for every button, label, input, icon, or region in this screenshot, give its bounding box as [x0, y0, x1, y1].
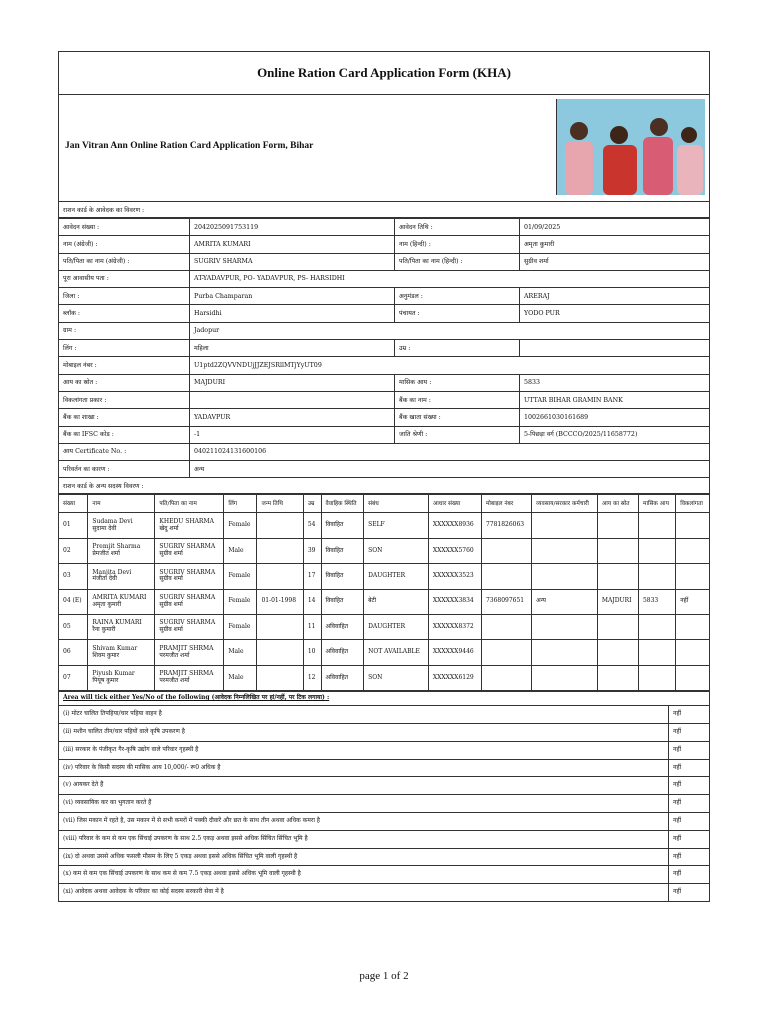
- answer-value: नहीं: [669, 848, 710, 866]
- field-value: महिला: [190, 340, 395, 357]
- member-cell: SON: [364, 665, 429, 690]
- family-photo: [556, 99, 705, 195]
- field-value: YODO PUR: [520, 305, 710, 322]
- field-value: 040211024131600106: [190, 443, 710, 460]
- member-cell: 04 (E): [59, 589, 88, 614]
- field-label: मासिक आय :: [395, 374, 520, 391]
- member-cell: बेटी: [364, 589, 429, 614]
- member-cell: 7368097651: [481, 589, 531, 614]
- member-cell: SUGRIV SHARMA सुग्रीव शर्मा: [155, 564, 224, 589]
- form-title: Online Ration Card Application Form (KHA): [257, 65, 511, 80]
- member-cell: अविवाहित: [321, 665, 364, 690]
- member-cell: [597, 665, 638, 690]
- question-text: (i) मोटर चालित तिपहिया/चार पहिया वाहन है: [59, 706, 669, 724]
- question-text: (x) कम से कम एक सिंचाई उपकरण के साथ कम से कम 7.5 एकड़ अथवा इससे अधिक भूमि वाली गृहस्थी है: [59, 866, 669, 884]
- member-cell: SUGRIV SHARMA सुग्रीव शर्मा: [155, 615, 224, 640]
- member-cell: [532, 640, 598, 665]
- member-cell: Shivam Kumar शिवम कुमार: [88, 640, 155, 665]
- applicant-section-title: राशन कार्ड के आवेदक का विवरण :: [58, 202, 710, 218]
- field-label: आवेदन संख्या :: [59, 219, 190, 236]
- member-cell: RAINA KUMARI रैना कुमारी: [88, 615, 155, 640]
- member-cell: 5833: [638, 589, 675, 614]
- field-label: अनुमंडल :: [395, 288, 520, 305]
- member-cell: Female: [224, 589, 257, 614]
- applicant-row: [59, 443, 710, 460]
- field-value: 1002661030161689: [520, 409, 710, 426]
- member-cell: [481, 564, 531, 589]
- member-cell: PRAMJIT SHRMA परमजीत शर्मा: [155, 665, 224, 690]
- member-cell: SUGRIV SHARMA सुग्रीव शर्मा: [155, 538, 224, 563]
- field-label: जिला :: [59, 288, 190, 305]
- field-value: [190, 391, 395, 408]
- member-cell: SON: [364, 538, 429, 563]
- form-subtitle: Jan Vitran Ann Online Ration Card Application Form, Bihar: [65, 141, 314, 151]
- field-value: Jadopur: [190, 322, 710, 339]
- field-label: ग्राम :: [59, 322, 190, 339]
- member-cell: 14: [303, 589, 321, 614]
- question-text: (vi) व्यवसायिक कर का भुगतान करते हैं: [59, 795, 669, 813]
- members-section-title: राशन कार्ड के अन्य सदस्य विवरण :: [58, 478, 710, 494]
- applicant-row: [59, 219, 710, 236]
- member-cell: MAJDURI: [597, 589, 638, 614]
- field-label: ब्लॉक :: [59, 305, 190, 322]
- answer-value: नहीं: [669, 884, 710, 902]
- member-cell: [532, 564, 598, 589]
- field-label: पूरा आवासीय पता :: [59, 270, 190, 287]
- member-cell: [638, 665, 675, 690]
- field-label: बैंक का शाखा :: [59, 409, 190, 426]
- member-row: [59, 538, 710, 563]
- applicant-row: [59, 391, 710, 408]
- eligibility-row: [59, 723, 710, 741]
- field-label: आय का स्रोत :: [59, 374, 190, 391]
- member-cell: 03: [59, 564, 88, 589]
- field-label: परिवर्तन का कारण :: [59, 461, 190, 478]
- applicant-row: [59, 236, 710, 253]
- member-cell: [597, 615, 638, 640]
- member-cell: 17: [303, 564, 321, 589]
- member-row: [59, 513, 710, 538]
- member-cell: [638, 564, 675, 589]
- answer-value: नहीं: [669, 759, 710, 777]
- field-label: विकलांगता प्रकार :: [59, 391, 190, 408]
- member-cell: AMRITA KUMARI अमृता कुमारी: [88, 589, 155, 614]
- field-label: नाम (हिन्दी) :: [395, 236, 520, 253]
- member-cell: [532, 615, 598, 640]
- field-value: [520, 340, 710, 357]
- member-cell: Male: [224, 665, 257, 690]
- field-label: मोबाइल नंबर :: [59, 357, 190, 374]
- member-cell: XXXXXX5760: [428, 538, 481, 563]
- eligibility-row: [59, 759, 710, 777]
- field-value: सुग्रीव शर्मा: [520, 253, 710, 270]
- eligibility-table: [58, 691, 710, 902]
- member-cell: Female: [224, 615, 257, 640]
- member-cell: Male: [224, 538, 257, 563]
- field-label: बैंक का नाम :: [395, 391, 520, 408]
- field-value: SUGRIV SHARMA: [190, 253, 395, 270]
- member-cell: [638, 640, 675, 665]
- applicant-row: [59, 253, 710, 270]
- member-cell: DAUGHTER: [364, 564, 429, 589]
- member-cell: [481, 615, 531, 640]
- member-cell: [597, 564, 638, 589]
- member-cell: अविवाहित: [321, 615, 364, 640]
- applicant-row: [59, 357, 710, 374]
- member-cell: विवाहित: [321, 564, 364, 589]
- answer-value: नहीं: [669, 723, 710, 741]
- page-number: page 1 of 2: [359, 970, 409, 982]
- eligibility-row: [59, 866, 710, 884]
- member-cell: [532, 538, 598, 563]
- eligibility-row: [59, 741, 710, 759]
- member-cell: [481, 538, 531, 563]
- question-text: (ii) मशीन चालित तीन/चार पहियों वाले कृषि उपकरण है: [59, 723, 669, 741]
- member-row: [59, 665, 710, 690]
- member-cell: [676, 665, 710, 690]
- member-cell: Piyush Kumar पियूष कुमार: [88, 665, 155, 690]
- member-cell: [257, 513, 303, 538]
- applicant-row: [59, 305, 710, 322]
- applicant-row: [59, 340, 710, 357]
- column-header: मोबाइल नंबर: [481, 495, 531, 513]
- member-cell: 05: [59, 615, 88, 640]
- member-cell: [676, 538, 710, 563]
- field-value: ARERAJ: [520, 288, 710, 305]
- eligibility-row: [59, 830, 710, 848]
- column-header: लिंग: [224, 495, 257, 513]
- column-header: नाम: [88, 495, 155, 513]
- member-cell: विवाहित: [321, 589, 364, 614]
- members-table: [58, 494, 710, 691]
- member-cell: [257, 615, 303, 640]
- applicant-row: [59, 426, 710, 443]
- member-cell: विवाहित: [321, 538, 364, 563]
- column-header: मासिक आय: [638, 495, 675, 513]
- answer-value: नहीं: [669, 741, 710, 759]
- question-text: (viii) परिवार के कम से कम एक सिंचाई उपकरण के साथ 2.5 एकड़ अथवा इससे अधिक सिंचित सिंचित भूमि है: [59, 830, 669, 848]
- column-header: आय का स्रोत: [597, 495, 638, 513]
- member-cell: [532, 665, 598, 690]
- member-cell: [638, 538, 675, 563]
- member-cell: [676, 513, 710, 538]
- field-value: Purba Champaran: [190, 288, 395, 305]
- member-cell: 12: [303, 665, 321, 690]
- member-cell: Manjita Devi मंजीता देवी: [88, 564, 155, 589]
- member-cell: अविवाहित: [321, 640, 364, 665]
- field-value: U1ptd2ZQVVNDUjJJZEJSRllMTjYyUT09: [190, 357, 710, 374]
- field-label: आय Certificate No. :: [59, 443, 190, 460]
- eligibility-row: [59, 812, 710, 830]
- member-cell: [597, 538, 638, 563]
- header-box: [58, 95, 710, 202]
- field-label: बैंक खाता संख्या :: [395, 409, 520, 426]
- question-text: (xi) आवेदक अथवा आवेदक के परिवार का कोई सदस्य सरकारी सेवा में है: [59, 884, 669, 902]
- member-cell: [532, 513, 598, 538]
- member-cell: 01: [59, 513, 88, 538]
- member-row: [59, 640, 710, 665]
- field-value: 2042025091753119: [190, 219, 395, 236]
- eligibility-row: [59, 795, 710, 813]
- question-text: (v) आयकर देते हैं: [59, 777, 669, 795]
- member-cell: [481, 640, 531, 665]
- answer-value: नहीं: [669, 777, 710, 795]
- field-label: आवेदन तिथि :: [395, 219, 520, 236]
- member-cell: XXXXXX3834: [428, 589, 481, 614]
- member-row: [59, 564, 710, 589]
- eligibility-header: Area will tick either Yes/No of the following (आवेदक निम्नलिखित पर हां/नहीं, पर टिक लगाया) :: [59, 692, 710, 706]
- member-cell: XXXXXX8372: [428, 615, 481, 640]
- member-cell: XXXXXX9446: [428, 640, 481, 665]
- eligibility-row: [59, 706, 710, 724]
- applicant-row: [59, 374, 710, 391]
- member-cell: [257, 564, 303, 589]
- member-cell: DAUGHTER: [364, 615, 429, 640]
- member-row: [59, 615, 710, 640]
- member-cell: [676, 640, 710, 665]
- column-header: जन्म तिथि: [257, 495, 303, 513]
- member-cell: विवाहित: [321, 513, 364, 538]
- field-value: YADAVPUR: [190, 409, 395, 426]
- field-value: अमृता कुमारी: [520, 236, 710, 253]
- answer-value: नहीं: [669, 706, 710, 724]
- member-cell: SELF: [364, 513, 429, 538]
- form-page: [58, 51, 710, 902]
- applicant-row: [59, 288, 710, 305]
- column-header: उम्र: [303, 495, 321, 513]
- member-cell: [257, 538, 303, 563]
- member-cell: 01-01-1998: [257, 589, 303, 614]
- member-cell: Male: [224, 640, 257, 665]
- field-label: लिंग :: [59, 340, 190, 357]
- member-cell: Female: [224, 564, 257, 589]
- member-cell: Female: [224, 513, 257, 538]
- member-cell: XXXXXX6129: [428, 665, 481, 690]
- member-cell: 54: [303, 513, 321, 538]
- member-cell: 11: [303, 615, 321, 640]
- column-header: संबंध: [364, 495, 429, 513]
- field-value: AMRITA KUMARI: [190, 236, 395, 253]
- applicant-table: [58, 218, 710, 478]
- member-cell: 7781826063: [481, 513, 531, 538]
- field-value: Harsidhi: [190, 305, 395, 322]
- field-value: 5-पिछड़ा वर्ग (BCCCO/2025/11658772): [520, 426, 710, 443]
- field-value: 5833: [520, 374, 710, 391]
- member-cell: [676, 615, 710, 640]
- member-cell: 39: [303, 538, 321, 563]
- column-header: विकलांगता: [676, 495, 710, 513]
- member-cell: [676, 564, 710, 589]
- eligibility-row: [59, 884, 710, 902]
- column-header: व्यवसाय/सरकार कर्मचारी: [532, 495, 598, 513]
- applicant-row: [59, 409, 710, 426]
- member-cell: [638, 615, 675, 640]
- member-cell: PRAMJIT SHRMA परमजीत शर्मा: [155, 640, 224, 665]
- member-cell: [257, 640, 303, 665]
- member-cell: KHEDU SHARMA खेदु शर्मा: [155, 513, 224, 538]
- applicant-row: [59, 270, 710, 287]
- member-cell: 10: [303, 640, 321, 665]
- applicant-row: [59, 461, 710, 478]
- question-text: (ix) दो अथवा उससे अधिक फसली मौसम के लिए 5 एकड़ अथवा इससे अधिक सिंचित भूमि वाली गृहस्थी है: [59, 848, 669, 866]
- member-cell: अन्य: [532, 589, 598, 614]
- member-cell: [597, 640, 638, 665]
- question-text: (iii) सरकार के पंजीकृत गैर-कृषि उद्योग वाले परिवार गृहस्थी है: [59, 741, 669, 759]
- column-header: संख्या: [59, 495, 88, 513]
- member-cell: [481, 665, 531, 690]
- answer-value: नहीं: [669, 830, 710, 848]
- field-value: UTTAR BIHAR GRAMIN BANK: [520, 391, 710, 408]
- column-header: वैवाहिक स्थिति: [321, 495, 364, 513]
- member-cell: Premjit Sharma प्रेमजीत शर्मा: [88, 538, 155, 563]
- field-label: बैंक का IFSC कोड :: [59, 426, 190, 443]
- member-cell: नहीं: [676, 589, 710, 614]
- member-cell: [638, 513, 675, 538]
- answer-value: नहीं: [669, 866, 710, 884]
- field-label: पति/पिता का नाम (अंग्रेजी) :: [59, 253, 190, 270]
- field-value: -1: [190, 426, 395, 443]
- field-label: पंचायत :: [395, 305, 520, 322]
- field-value: 01/09/2025: [520, 219, 710, 236]
- field-label: नाम (अंग्रेजी) :: [59, 236, 190, 253]
- title-box: [58, 51, 710, 95]
- member-cell: 06: [59, 640, 88, 665]
- field-label: जाति श्रेणी :: [395, 426, 520, 443]
- eligibility-row: [59, 848, 710, 866]
- field-value: AT-YADAVPUR, PO- YADAVPUR, PS- HARSIDHI: [190, 270, 710, 287]
- field-value: MAJDURI: [190, 374, 395, 391]
- eligibility-row: [59, 777, 710, 795]
- answer-value: नहीं: [669, 812, 710, 830]
- answer-value: नहीं: [669, 795, 710, 813]
- column-header: आधार संख्या: [428, 495, 481, 513]
- member-row: [59, 589, 710, 614]
- member-cell: [257, 665, 303, 690]
- member-cell: [597, 513, 638, 538]
- member-cell: XXXXXX3523: [428, 564, 481, 589]
- member-cell: 07: [59, 665, 88, 690]
- question-text: (iv) परिवार के किसी सदस्य की मासिक आय 10,000/- रू0 अधिक है: [59, 759, 669, 777]
- field-label: उम्र :: [395, 340, 520, 357]
- field-value: अन्य: [190, 461, 710, 478]
- member-cell: 02: [59, 538, 88, 563]
- member-cell: XXXXXX8936: [428, 513, 481, 538]
- member-cell: NOT AVAILABLE: [364, 640, 429, 665]
- field-label: पति/पिता का नाम (हिन्दी) :: [395, 253, 520, 270]
- member-cell: Sudama Devi सुदामा देवी: [88, 513, 155, 538]
- applicant-row: [59, 322, 710, 339]
- column-header: पति/पिता का नाम: [155, 495, 224, 513]
- question-text: (vii) जिस मकान में रहते है, उस मकान में से सभी कमरों में पक्की दीवारें और छत के साथ तीन अथवा अधिक कमरा है: [59, 812, 669, 830]
- member-cell: SUGRIV SHARMA सुग्रीव शर्मा: [155, 589, 224, 614]
